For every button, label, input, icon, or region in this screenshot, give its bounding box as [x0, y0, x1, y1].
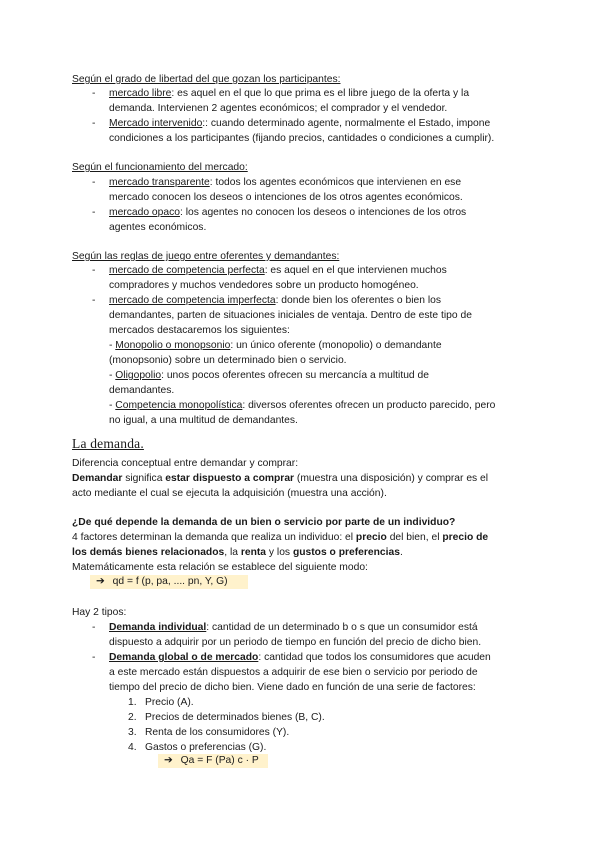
definition-line-2: acto mediante el cual se ejecuta la adquisición (muestra una acción). — [72, 488, 387, 499]
item-line: tiempo del precio de dicho bien. Viene dado en función de una serie de factores: — [109, 682, 476, 693]
text: : todos los agentes económicos que intervienen en ese — [209, 177, 462, 188]
prefix: - — [109, 370, 116, 381]
list-number: 2. — [128, 712, 137, 723]
item-line: condiciones a los participantes (fijando precios, cantidades o condiciones a cumplir). — [109, 133, 495, 144]
bullet-dash: - — [92, 88, 96, 99]
item-line: demandantes. — [109, 385, 175, 396]
term: Mercado intervenido — [109, 118, 203, 129]
math-intro: Matemáticamente esta relación se establece del siguiente modo: — [72, 562, 368, 573]
term: mercado opaco — [109, 207, 180, 218]
item-competencia-imperfecta — [109, 293, 441, 308]
section-title-demanda: La demanda. — [72, 436, 144, 451]
bullet-dash: - — [92, 295, 96, 306]
text: significa — [122, 473, 166, 484]
bullet-dash: - — [92, 177, 96, 188]
item-mercado-intervenido — [109, 116, 490, 131]
item-line: demanda. Intervienen 2 agentes económicos; el comprador y el vendedor. — [109, 103, 448, 114]
list-number: 1. — [128, 697, 137, 708]
list-item: Precio (A). — [145, 697, 194, 708]
text: : es aquel en el que intervienen muchos — [264, 265, 447, 276]
formula-text: qd = f (p, pa, .... pn, Y, G) — [112, 576, 228, 587]
formula-text: Qa = F (Pa) c · P — [180, 755, 259, 766]
section-heading-funcionamiento: Según el funcionamiento del mercado: — [72, 162, 248, 173]
text: : cantidad que todos los consumidores que acuden — [258, 652, 491, 663]
term: mercado de competencia perfecta — [109, 265, 265, 276]
text: 4 factores determinan la demanda que realiza un individuo: el — [72, 532, 356, 543]
bullet-dash: - — [92, 118, 96, 129]
item-mercado-opaco — [109, 205, 466, 220]
text: : unos pocos oferentes ofrecen su mercancía a multitud de — [161, 370, 429, 381]
prefix: - — [109, 400, 116, 411]
item-demanda-global — [109, 650, 491, 665]
item-line: (monopsonio) sobre un determinado bien o servicio. — [109, 355, 347, 366]
text: : los agentes no conocen los deseos o intenciones de los otros — [179, 207, 467, 218]
tipos-line: Hay 2 tipos: — [72, 607, 127, 618]
term: mercado de competencia imperfecta — [109, 295, 276, 306]
sub-item-competencia-monopolistica — [109, 398, 495, 413]
term-precio: precio — [355, 532, 387, 543]
text: y los — [266, 547, 293, 558]
term: Demanda global o de mercado — [109, 652, 259, 663]
term: mercado libre — [109, 88, 172, 99]
bullet-dash: - — [92, 207, 96, 218]
term-dispuesto: estar dispuesto a comprar — [165, 473, 295, 484]
list-item: Gastos o preferencias (G). — [145, 742, 267, 753]
item-line: mercado conocen los deseos o intenciones de los otros agentes económicos. — [109, 192, 463, 203]
list-item: Renta de los consumidores (Y). — [145, 727, 290, 738]
item-mercado-transparente — [109, 175, 461, 190]
item-mercado-libre — [109, 86, 469, 101]
text: : donde bien los oferentes o bien los — [275, 295, 442, 306]
text: : un único oferente (monopolio) o demandante — [230, 340, 442, 351]
term: Oligopolio — [115, 370, 162, 381]
item-line: mercados destacaremos los siguientes: — [109, 325, 290, 336]
item-line: no igual, a una multitud de demandantes. — [109, 415, 298, 426]
term-bienes-relacionados: los demás bienes relacionados — [72, 547, 225, 558]
section-heading-libertad: Según el grado de libertad del que gozan los participantes: — [72, 74, 341, 85]
term-demandar: Demandar — [72, 473, 123, 484]
question-heading: ¿De qué depende la demanda de un bien o servicio por parte de un individuo? — [72, 517, 456, 528]
term: Monopolio o monopsonio — [115, 340, 231, 351]
list-item: Precios de determinados bienes (B, C). — [145, 712, 325, 723]
text: :: cuando determinado agente, normalmente el Estado, impone — [202, 118, 491, 129]
definition-line — [72, 471, 488, 486]
text: . — [399, 547, 403, 558]
term-precio-de: precio de — [442, 532, 489, 543]
item-line: demandantes, parten de situaciones iniciales de ventaja. Dentro de este tipo de — [109, 310, 472, 321]
item-competencia-perfecta — [109, 263, 447, 278]
factors-line-2 — [72, 545, 403, 560]
text: (muestra una disposición) y comprar es el — [294, 473, 489, 484]
formula-qd — [90, 575, 248, 589]
item-line: a este mercado están dispuestos a adquirir de ese bien o servicio por periodo de — [109, 667, 478, 678]
term: mercado transparente — [109, 177, 210, 188]
bullet-dash: - — [92, 652, 96, 663]
term: Demanda individual — [109, 622, 207, 633]
text: del bien, el — [386, 532, 443, 543]
arrow-icon: ➔ — [164, 755, 173, 766]
text: : diversos oferentes ofrecen un producto parecido, pero — [242, 400, 496, 411]
factors-line — [72, 530, 488, 545]
section-heading-reglas: Según las reglas de juego entre oferentes y demandantes: — [72, 251, 340, 262]
intro-line: Diferencia conceptual entre demandar y comprar: — [72, 458, 299, 469]
sub-item-monopolio — [109, 338, 442, 353]
text: : es aquel en el que lo que prima es el libre juego de la oferta y la — [171, 88, 470, 99]
prefix: - — [109, 340, 116, 351]
text: , la — [224, 547, 241, 558]
term-gustos: gustos o preferencias — [292, 547, 400, 558]
item-line: agentes económicos. — [109, 222, 207, 233]
bullet-dash: - — [92, 265, 96, 276]
item-line: dispuesto a adquirir por un periodo de tiempo en función del precio de dicho bien. — [109, 637, 482, 648]
list-number: 3. — [128, 727, 137, 738]
item-demanda-individual — [109, 620, 478, 635]
arrow-icon: ➔ — [96, 576, 105, 587]
text: : cantidad de un determinado b o s que un consumidor está — [206, 622, 478, 633]
term-renta: renta — [240, 547, 267, 558]
term: Competencia monopolística — [115, 400, 243, 411]
formula-qa — [158, 754, 268, 768]
item-line: compradores y muchos vendedores sobre un producto homogéneo. — [109, 280, 419, 291]
bullet-dash: - — [92, 622, 96, 633]
list-number: 4. — [128, 742, 137, 753]
sub-item-oligopolio — [109, 368, 429, 383]
